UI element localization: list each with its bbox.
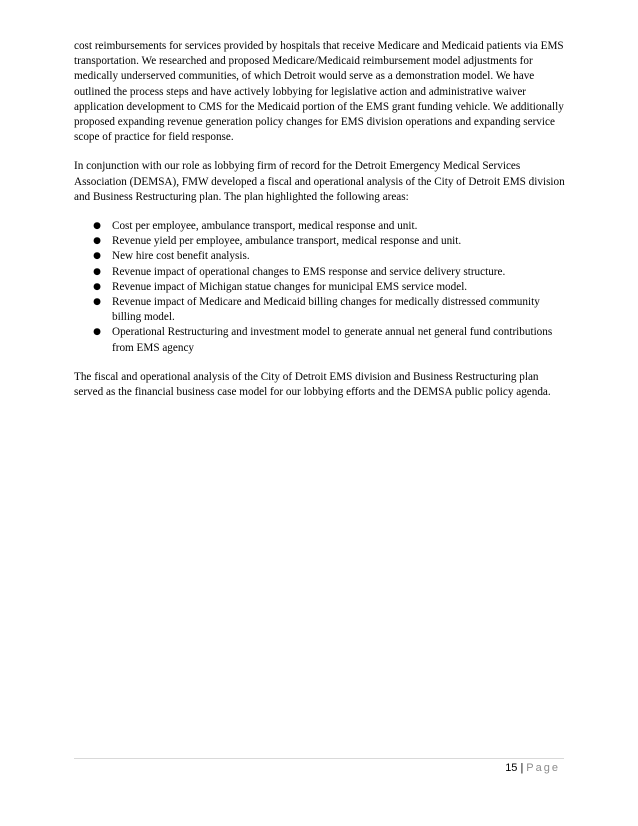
paragraph-reimbursements: cost reimbursements for services provided by hospitals that receive Medicare and Medicaid patients via EMS transportation. We researched and proposed Medicare/Medicaid reimbursement model adjustments for medically underserved communities, of which Detroit would serve as a demonstration model. We have outlined the process steps and have actively lobbying for legislative action and administrative waiver application development to CMS for the Medicaid portion of the EMS grant funding vehicle. We additionally proposed expanding revenue generation policy changes for EMS division operations and expanding service scope of practice for field response. (74, 40, 564, 144)
list-item-text: Revenue impact of Medicare and Medicaid billing changes for medically distressed community billing model. (112, 296, 540, 324)
page-label: Page (526, 762, 560, 774)
list-item (74, 219, 568, 234)
bullet-icon: ● (93, 297, 101, 308)
page-number: 15 (505, 762, 518, 774)
bullet-icon: ● (93, 281, 101, 292)
list-item-text: Revenue impact of operational changes to EMS response and service delivery structure. (112, 265, 506, 278)
list-item (74, 265, 568, 280)
list-item (74, 234, 568, 249)
list-item-text: New hire cost benefit analysis. (112, 250, 250, 263)
paragraph-demsa-analysis: In conjunction with our role as lobbying firm of record for the Detroit Emergency Medical Services Association (DEMSA), FMW developed a fiscal and operational analysis of the City of Detroit EMS division and Business Restructuring plan. The plan highlighted the following areas: (74, 160, 565, 203)
highlighted-areas-list (74, 219, 568, 356)
bullet-icon: ● (93, 251, 101, 262)
page-body (74, 39, 568, 400)
bullet-icon: ● (93, 221, 101, 232)
bullet-icon: ● (93, 266, 101, 277)
list-item (74, 249, 568, 264)
bullet-icon: ● (93, 327, 101, 338)
list-item-text: Operational Restructuring and investment model to generate annual net general fund contributions from EMS agency (112, 326, 553, 354)
list-item-text: Cost per employee, ambulance transport, medical response and unit. (112, 220, 418, 233)
paragraph-business-case: The fiscal and operational analysis of the City of Detroit EMS division and Business Restructuring plan served as the financial business case model for our lobbying efforts and the DEMSA public policy agenda. (74, 370, 551, 399)
list-item (74, 280, 568, 295)
page-footer (505, 761, 560, 775)
list-item-text: Revenue impact of Michigan statue changes for municipal EMS service model. (112, 280, 468, 293)
list-item (74, 325, 568, 355)
list-item-text: Revenue yield per employee, ambulance transport, medical response and unit. (112, 235, 462, 248)
bullet-icon: ● (93, 236, 101, 247)
footer-separator: | (520, 762, 524, 774)
list-item (74, 295, 568, 325)
footer-divider (74, 758, 564, 759)
